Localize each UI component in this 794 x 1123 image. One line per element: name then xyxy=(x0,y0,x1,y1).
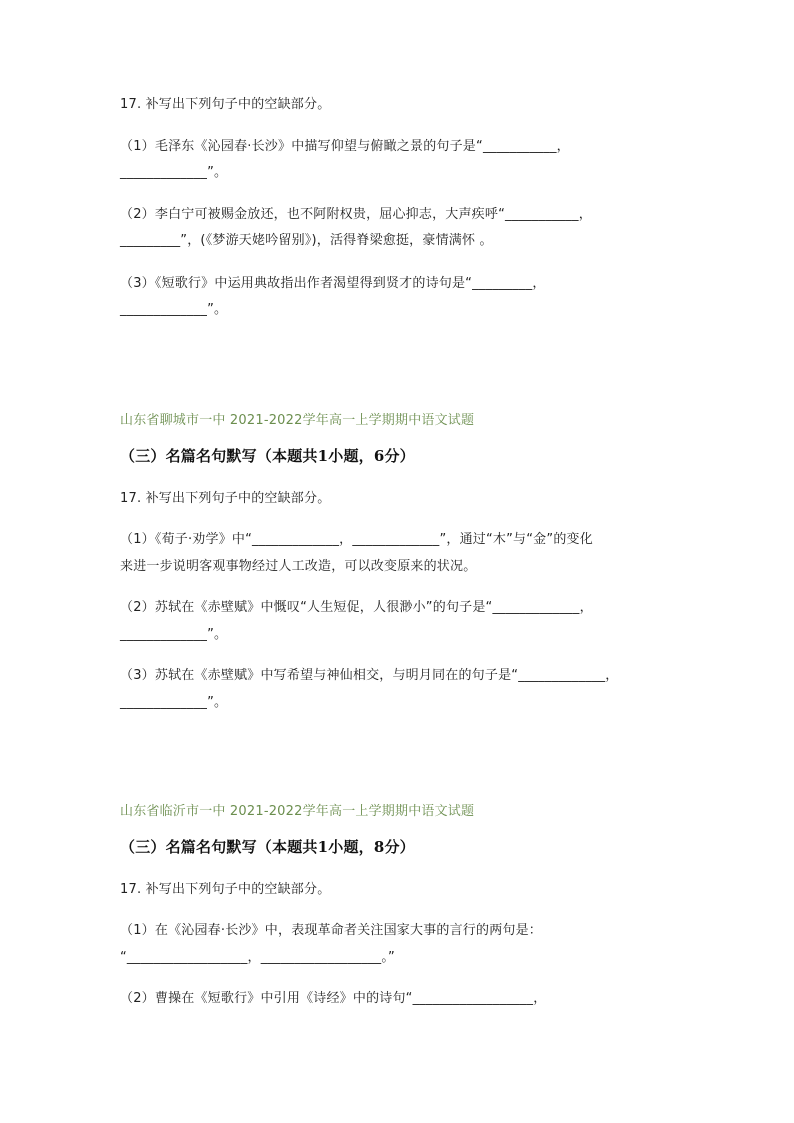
question-line: （1）毛泽东《沁园春·长沙》中描写仰望与俯瞰之景的句子是“___________， xyxy=(120,139,570,154)
question-line: “__________________，__________________。” xyxy=(120,950,395,965)
question-line: _________”，(《梦游天姥吟留别》)，活得脊梁愈挺，豪情满怀 。 xyxy=(120,233,493,248)
question-line: _____________”。 xyxy=(120,302,228,317)
source-label: 山东省临沂市一中 2021-2022学年高一上学期期中语文试题 xyxy=(120,804,475,819)
question-line: （1）在《沁园春·长沙》中，表现革命者关注国家大事的言行的两句是： xyxy=(120,923,543,938)
question-line: （2）李白宁可被赐金放还，也不阿附权贵，屈心抑志，大声疾呼“___________， xyxy=(120,207,592,222)
question-line: _____________”。 xyxy=(120,695,228,710)
question-line: （1）《荀子·劝学》中“_____________，_____________”，通过“木”与“金”的变化 xyxy=(120,532,593,547)
source-label: 山东省聊城市一中 2021-2022学年高一上学期期中语文试题 xyxy=(120,413,475,428)
question-line: （2）曹操在《短歌行》中引用《诗经》中的诗句“__________________， xyxy=(120,991,547,1006)
question-line: 来进一步说明客观事物经过人工改造，可以改变原来的状况。 xyxy=(120,559,477,574)
question-line: _____________”。 xyxy=(120,627,228,642)
question-line: （3）《短歌行》中运用典故指出作者渴望得到贤才的诗句是“_________， xyxy=(120,276,546,291)
section-heading: （三）名篇名句默写（本题共1小题，6分） xyxy=(120,447,415,465)
question-17-stem: 17. 补写出下列句子中的空缺部分。 xyxy=(120,882,331,897)
question-17-stem: 17. 补写出下列句子中的空缺部分。 xyxy=(120,491,331,506)
question-line: _____________”。 xyxy=(120,165,228,180)
question-line: （3）苏轼在《赤壁赋》中写希望与神仙相交，与明月同在的句子是“_____________， xyxy=(120,668,619,683)
question-line: （2）苏轼在《赤壁赋》中慨叹“人生短促，人很渺小”的句子是“_____________， xyxy=(120,600,593,615)
question-17-stem: 17. 补写出下列句子中的空缺部分。 xyxy=(120,97,331,112)
section-heading: （三）名篇名句默写（本题共1小题，8分） xyxy=(120,838,415,856)
